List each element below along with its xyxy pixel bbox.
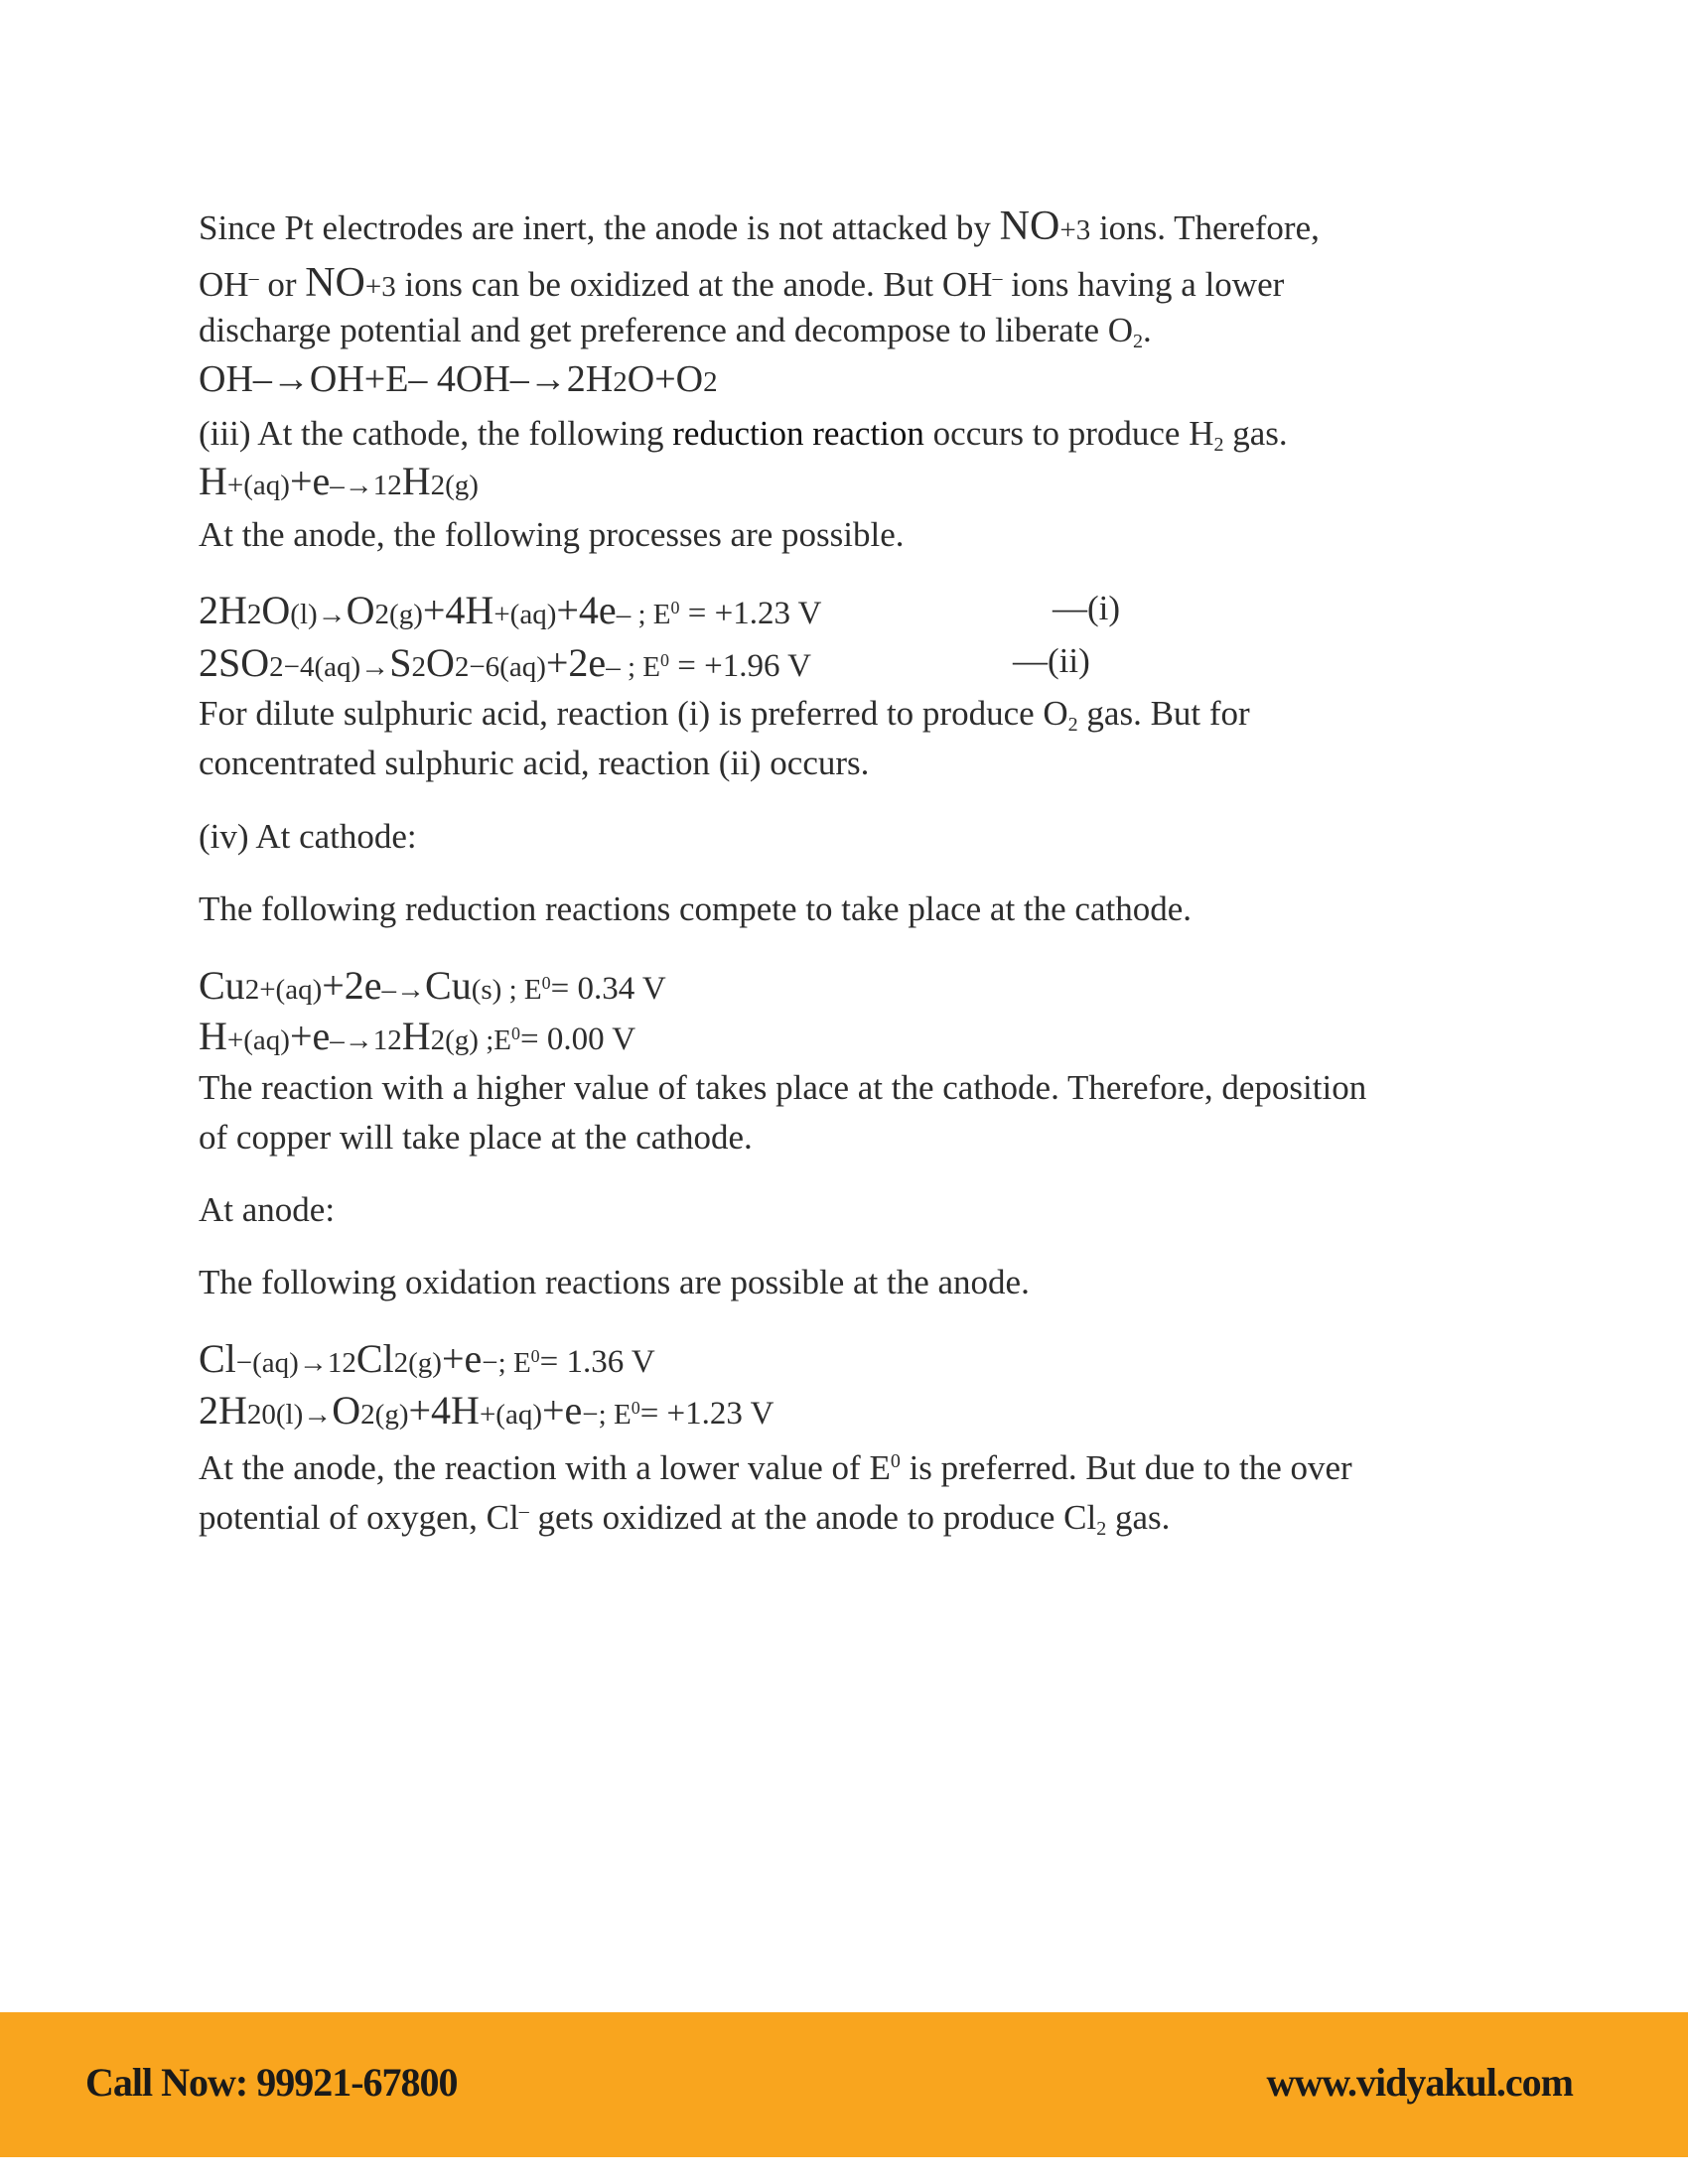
text: OH–→OH+E– 4OH–→2H [199, 358, 614, 400]
superscript: 0 [541, 973, 551, 993]
text: . [1143, 311, 1152, 349]
state: +(aq) [226, 1024, 290, 1056]
text: H [401, 1014, 431, 1058]
subscript: 2 [1096, 1518, 1107, 1540]
equation [199, 1388, 774, 1434]
subscript: 20 [246, 1399, 276, 1431]
text: of copper will take place at the cathode. [199, 1118, 753, 1157]
text: O [346, 588, 375, 632]
subscript: 2 [703, 366, 718, 398]
text: H [199, 459, 227, 503]
paragraph-line [199, 1441, 1352, 1488]
text: gas. But for [1077, 694, 1250, 733]
paragraph-line [199, 311, 1152, 361]
equation [199, 359, 718, 402]
state: +(aq) [479, 1399, 542, 1431]
text: gas. [1106, 1498, 1171, 1537]
text: −; E [582, 1399, 632, 1431]
paragraph-line [199, 1068, 1366, 1108]
equation [199, 459, 479, 505]
arrow-coef: –→12 [330, 1024, 402, 1056]
text: +e [541, 1388, 583, 1433]
text: +4H [408, 1388, 480, 1433]
text: – ; E [606, 651, 660, 683]
text: +4H [422, 588, 494, 632]
arrow-coef: –→12 [330, 470, 402, 501]
text: The following oxidation reactions are possible at the anode. [199, 1263, 1030, 1301]
paragraph-line [199, 744, 869, 783]
text: 2SO [199, 640, 270, 685]
text: concentrated sulphuric acid, reaction (ii) occurs. [199, 744, 870, 782]
arrow: –→ [381, 974, 426, 1006]
state: 2−4(aq)→ [269, 651, 390, 683]
text: 2H [199, 1388, 247, 1433]
text: OH [199, 265, 249, 304]
subscript: 2 [1067, 714, 1078, 736]
state: 2(g) [360, 1399, 409, 1431]
text: potential of oxygen, Cl [199, 1498, 519, 1537]
text: is preferred. But due to the over [900, 1448, 1352, 1487]
text: occurs to produce H [923, 414, 1214, 453]
state: 2+(aq) [244, 974, 323, 1006]
subscript: 2 [1133, 331, 1144, 352]
website-link[interactable]: www.vidyakul.com [1266, 2060, 1573, 2105]
text: = 1.36 V [539, 1344, 655, 1380]
text: gas. [1223, 414, 1288, 453]
text: = +1.23 V [679, 596, 822, 631]
paragraph-line [199, 1263, 1030, 1302]
paragraph-line [199, 889, 1192, 929]
equation [199, 1014, 635, 1060]
text: At the anode, the following processes are possible. [199, 515, 905, 554]
superscript: – [992, 267, 1003, 289]
state: (l)→ [275, 1399, 333, 1431]
text: Cl [199, 1336, 236, 1381]
text: Cu [199, 963, 245, 1008]
text: (iv) At cathode: [199, 817, 417, 856]
equation [199, 640, 811, 687]
superscript: – [248, 267, 259, 289]
superscript: 0 [510, 1024, 520, 1043]
text: O+O [627, 358, 704, 400]
text: 2H [199, 588, 247, 632]
state: +(aq) [226, 470, 290, 501]
superscript: 0 [670, 598, 680, 617]
text: +4e [556, 588, 617, 632]
paragraph-line [199, 414, 1288, 465]
text: +e [441, 1336, 483, 1381]
text: = 0.00 V [519, 1022, 636, 1057]
superscript: 0 [659, 650, 669, 670]
state: (l)→ [290, 599, 347, 630]
formula-no: NO [305, 260, 365, 306]
text: O [261, 588, 291, 632]
text: The following reduction reactions compete to take place at the cathode. [199, 889, 1193, 928]
reduction-reaction-link[interactable]: reduction reaction [672, 414, 924, 453]
state: 2(g) [393, 1347, 442, 1379]
text: Cl [355, 1336, 394, 1381]
text: = +1.23 V [639, 1396, 774, 1432]
state: 2(g) [374, 599, 423, 630]
equation-tag: —(ii) [1013, 641, 1090, 680]
subscript: 2 [613, 366, 628, 398]
footer-banner [0, 2012, 1688, 2157]
superscript: – [518, 1500, 529, 1522]
section-heading [199, 1190, 335, 1230]
text: ions can be oxidized at the anode. But OH [395, 265, 993, 304]
equation [199, 588, 821, 634]
text: −; E [482, 1347, 531, 1379]
text: H [401, 459, 431, 503]
subscript: 2 [1213, 434, 1224, 456]
text: 2(g) ;E [430, 1024, 511, 1056]
equation [199, 1336, 655, 1383]
superscript: 0 [530, 1346, 540, 1366]
text: Cu [425, 963, 472, 1008]
paragraph-line [199, 1491, 1170, 1549]
text: S [389, 640, 412, 685]
paragraph-line [199, 258, 1284, 307]
paragraph-line [199, 206, 1320, 250]
subscript: 2 [411, 651, 426, 683]
text: +e [289, 459, 331, 503]
text: discharge potential and get preference and decompose to liberate O [199, 311, 1134, 349]
text: +e [289, 1014, 331, 1058]
text: The reaction with a higher value of takes place at the cathode. Therefore, deposition [199, 1068, 1367, 1107]
call-now-phone[interactable]: Call Now: 99921-67800 [85, 2060, 458, 2105]
text: – ; E [616, 599, 671, 630]
text: At the anode, the reaction with a lower value of E [199, 1448, 891, 1487]
state: 2−6(aq) [454, 651, 546, 683]
formula-no: NO [999, 204, 1060, 249]
text: gets oxidized at the anode to produce Cl [528, 1498, 1097, 1537]
text: = +1.96 V [668, 648, 811, 684]
equation-tag: —(i) [1053, 589, 1121, 627]
text: ions having a lower [1002, 265, 1285, 304]
text: H [199, 1014, 227, 1058]
text: = 0.34 V [550, 971, 666, 1007]
state: 2(g) [430, 470, 479, 501]
equation [199, 963, 666, 1010]
text: O [425, 640, 455, 685]
text: (s) ; E [471, 974, 542, 1006]
text: O [332, 1388, 361, 1433]
paragraph-line [199, 1118, 753, 1158]
formula-charge: +3 [364, 271, 396, 303]
paragraph-line [199, 694, 1250, 745]
subscript: 2 [246, 599, 262, 630]
text: Since Pt electrodes are inert, the anode is not attacked by [199, 208, 1000, 247]
text: (iii) At the cathode, the following [199, 414, 673, 453]
superscript: 0 [890, 1450, 901, 1472]
state: −(aq)→12 [235, 1347, 356, 1379]
text: +2e [322, 963, 382, 1008]
superscript: 0 [631, 1398, 640, 1418]
text: For dilute sulphuric acid, reaction (i) is preferred to produce O [199, 694, 1068, 733]
state: +(aq) [493, 599, 557, 630]
text: ions. Therefore, [1090, 208, 1320, 247]
paragraph-line [199, 515, 905, 555]
section-heading [199, 817, 417, 857]
formula-charge: +3 [1059, 214, 1091, 246]
text: +2e [545, 640, 607, 685]
text: or [258, 265, 306, 304]
text: At anode: [199, 1190, 336, 1229]
